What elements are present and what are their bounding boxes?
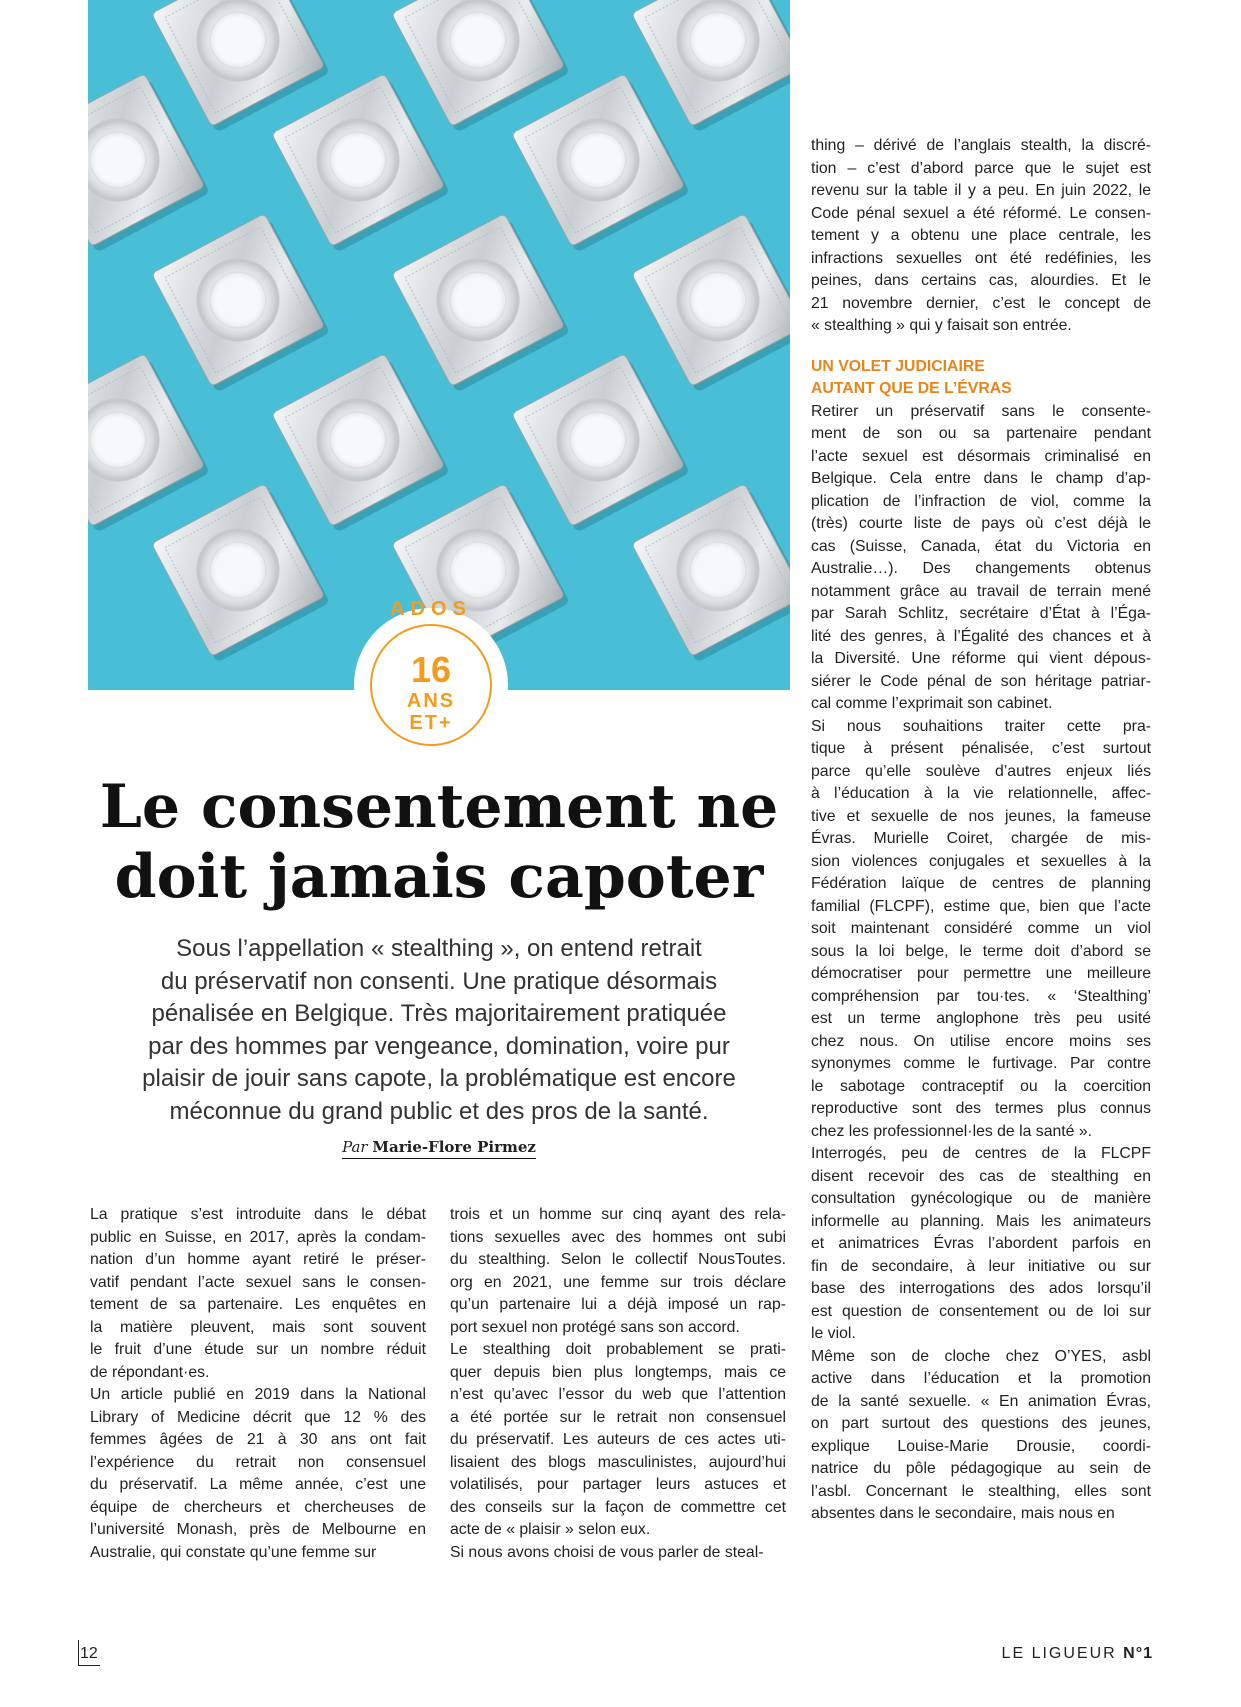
lede-line: du préservatif non consenti. Une pratique désormais <box>160 967 718 995</box>
body-text-line: Interrogés, peu de centres de la FLCPF <box>811 1145 1151 1162</box>
body-text-line: synonymes comme le furtivage. Par contre <box>811 1055 1151 1072</box>
body-text-line: et animatrices Évras l’abordent parfois en <box>811 1235 1151 1252</box>
body-text-line: Fédération laïque de centres de planning <box>811 875 1151 892</box>
lede-line: Sous l’appellation « stealthing », on entend retrait <box>176 935 702 962</box>
body-text-line: natrice du pôle pédagogique au sein de <box>811 1460 1151 1477</box>
body-text-line: chez les professionnel·les de la santé ». <box>811 1122 1092 1140</box>
body-text-line: a été portée sur le retrait non consensuel <box>450 1408 786 1426</box>
body-text-line: sion violences conjugales et sexuelles à la <box>811 852 1151 870</box>
body-text-line: Si nous avons choisi de vous parler de steal- <box>450 1543 764 1561</box>
body-text-line: (très) courte liste de pays où c’est déjà le <box>811 515 1151 532</box>
body-text-line: La pratique s’est introduite dans le débat <box>90 1206 426 1223</box>
body-text-line: Australie, qui constate qu’une femme sur <box>90 1543 377 1561</box>
body-text-line: thing – dérivé de l’anglais stealth, la discré- <box>811 137 1151 154</box>
section-subheading: AUTANT QUE DE L’ÉVRAS <box>811 380 1012 397</box>
page-number: 12 <box>78 1645 100 1666</box>
body-text-line: active dans l’éducation et la promotion <box>811 1370 1151 1387</box>
body-text-line: lisaient des blogs masculinistes, aujourd’hui <box>450 1453 786 1471</box>
body-text-line: « stealthing » qui y faisait son entrée. <box>811 317 1072 334</box>
body-text-line: tique à présent pénalisée, c’est surtout <box>811 740 1151 757</box>
body-text-line: à l’éducation à la vie relationnelle, affec- <box>811 785 1151 802</box>
body-text-line: la matière pleuvent, mais sont souvent <box>90 1318 426 1336</box>
body-text-line: absentes dans le secondaire, mais nous en <box>811 1505 1115 1522</box>
body-text-line: disent recevoir des cas de stealthing en <box>811 1167 1151 1185</box>
body-text-line: compréhension par tou·tes. « ‘Stealthing’ <box>811 987 1151 1005</box>
condom-wrapper-icon <box>151 0 330 134</box>
body-text-line: cal comme l’exprimait son cabinet. <box>811 695 1053 712</box>
byline-prefix: Par <box>342 1138 368 1156</box>
condom-wrapper-icon <box>631 213 790 394</box>
condom-wrapper-icon <box>511 73 690 254</box>
body-column-2 <box>450 1204 786 1564</box>
body-text-line: quer depuis bien plus longtemps, mais ce <box>450 1363 786 1381</box>
body-text-line: Library of Medicine décrit que 12 % des <box>90 1408 426 1426</box>
body-text-line: 21 novembre dernier, c’est le concept de <box>811 294 1151 312</box>
age-badge <box>354 598 508 762</box>
body-text-line: revenu sur la table il y a peu. En juin 2022, le <box>811 182 1151 199</box>
byline-author: Marie-Flore Pirmez <box>372 1138 536 1156</box>
body-text-line: sous la loi belge, le terme doit d’abord se <box>811 942 1151 960</box>
byline <box>88 1138 790 1159</box>
body-text-line: tement y a obtenu une place centrale, les <box>811 227 1151 244</box>
body-text-line: base des interrogations des ados lorsqu’il <box>811 1280 1151 1297</box>
condom-wrapper-icon <box>151 483 330 664</box>
body-text-line: nation d’un homme ayant retiré le préser- <box>90 1251 426 1268</box>
body-text-line: l’université Monash, près de Melbourne en <box>90 1521 426 1538</box>
age-badge-line2: ET+ <box>409 712 453 734</box>
body-text-line: siérer le Code pénal de son héritage patriar- <box>811 672 1151 690</box>
body-text-line: acte de « plaisir » selon eux. <box>450 1521 651 1538</box>
body-text-line: par Sarah Schlitz, secrétaire d’État à l’Éga- <box>811 605 1151 622</box>
condom-wrapper-icon <box>391 0 570 134</box>
body-text-line: du préservatif. Les auteurs de ces actes uti- <box>450 1431 786 1448</box>
condom-wrapper-icon <box>88 353 210 534</box>
condom-wrapper-icon <box>631 0 790 134</box>
article-title-line1: Le consentement ne <box>99 772 779 842</box>
body-text-line: tion – c’est d’abord parce que le sujet est <box>811 159 1151 177</box>
body-text-line: informelle au planning. Mais les animateurs <box>811 1212 1151 1230</box>
body-text-line: le sabotage contraceptif ou la coercition <box>811 1077 1151 1095</box>
condom-wrapper-icon <box>271 353 450 534</box>
condom-pattern-illustration <box>88 0 790 690</box>
body-text-line: chez nous. On utilise encore moins ses <box>811 1032 1151 1050</box>
body-text-line: l’asbl. Concernant le stealthing, elles sont <box>811 1482 1151 1500</box>
body-text-line: cas (Suisse, Canada, état du Victoria en <box>811 537 1151 555</box>
body-text-line: Belgique. Cela entre dans le champ d’ap- <box>811 470 1151 487</box>
lede-line: par des hommes par vengeance, domination, voire pur <box>148 1032 730 1060</box>
body-text-line: ment de son ou sa partenaire pendant <box>811 425 1151 442</box>
body-text-line: Retirer un préservatif sans le consente- <box>811 402 1151 420</box>
body-text-line: port sexuel non protégé sans son accord. <box>450 1318 740 1336</box>
condom-wrapper-icon <box>511 353 690 534</box>
age-badge-top: ADOS <box>390 598 472 620</box>
body-text-line: la Diversité. Une réforme qui vient dépous- <box>811 650 1151 667</box>
body-text-line: l’acte sexuel est désormais criminalisé en <box>811 447 1151 465</box>
body-column-3 <box>811 135 1151 1526</box>
condom-wrapper-icon <box>631 483 790 664</box>
condom-wrapper-icon <box>271 73 450 254</box>
body-text-line: est question de consentement ou de loi sur <box>811 1302 1151 1320</box>
body-text-line: parce qu’elle soulève d’autres enjeux liés <box>811 762 1151 780</box>
body-text-line: plication de l’infraction de viol, comme la <box>811 492 1151 510</box>
condom-wrapper-icon <box>88 73 210 254</box>
body-text-line: tive et sexuelle de nos jeunes, la fameuse <box>811 807 1151 825</box>
article-lede <box>88 933 790 1128</box>
magazine-title: LE LIGUEUR <box>1001 1645 1117 1662</box>
body-text-line: trois et un homme sur cinq ayant des rela- <box>450 1206 786 1223</box>
body-text-line: équipe de chercheurs et chercheuses de <box>90 1498 426 1516</box>
body-text-line: Même son de cloche chez O’YES, asbl <box>811 1347 1151 1365</box>
body-text-line: peines, dans certains cas, alourdies. Et le <box>811 272 1151 289</box>
body-text-line: familial (FLCPF), estime que, bien que l’acte <box>811 897 1151 915</box>
body-text-line: le viol. <box>811 1325 856 1342</box>
article-title-line2: doit jamais capoter <box>114 842 764 912</box>
article-title <box>88 772 790 912</box>
body-text-line: qu’un partenaire lui a déjà imposé un rap- <box>450 1296 786 1313</box>
body-text-line: vatif pendant l’acte sexuel sans le consen- <box>90 1273 426 1291</box>
body-text-line: Code pénal sexuel a été réformé. Le consen- <box>811 204 1151 222</box>
body-text-line: notamment grâce au travail de terrain mené <box>811 582 1151 600</box>
magazine-name <box>1002 1645 1153 1663</box>
section-subheading: UN VOLET JUDICIAIRE <box>811 357 985 375</box>
body-text-line: est un terme anglophone très peu usité <box>811 1010 1151 1027</box>
age-badge-number: 16 <box>410 649 452 690</box>
body-text-line: lité des genres, à l’Égalité des chances et à <box>811 627 1151 645</box>
body-text-line: on part surtout des questions des jeunes, <box>811 1415 1151 1432</box>
condom-wrapper-icon <box>151 213 330 394</box>
body-text-line: n’est qu’avec l’essor du web que l’attention <box>450 1386 786 1403</box>
body-column-1 <box>90 1204 426 1564</box>
body-text-line: tions sexuelles avec des hommes ont subi <box>450 1228 786 1246</box>
age-badge-suffix <box>354 690 508 734</box>
body-text-line: consultation gynécologique ou de manière <box>811 1190 1151 1207</box>
magazine-issue: N°1 <box>1123 1645 1153 1662</box>
body-text-line: du stealthing. Selon le collectif NousToutes. <box>450 1251 786 1268</box>
body-text-line: Le stealthing doit probablement se prati- <box>450 1341 786 1358</box>
hero-photo-condoms <box>88 0 790 690</box>
body-text-line: explique Louise-Marie Drousie, coordi- <box>811 1437 1151 1455</box>
body-text-line: du préservatif. La même année, c’est une <box>90 1476 426 1493</box>
body-text-line: infractions sexuelles ont été redéfinies, les <box>811 249 1151 267</box>
body-text-line: Si nous souhaitions traiter cette pra- <box>811 717 1151 735</box>
body-text-line: Évras. Murielle Coiret, chargée de mis- <box>811 830 1151 847</box>
lede-line: plaisir de jouir sans capote, la problématique est encore <box>142 1065 736 1092</box>
body-text-line: de répondant·es. <box>90 1363 210 1381</box>
age-badge-line1: ANS <box>406 690 456 712</box>
lede-line: méconnue du grand public et des pros de la santé. <box>169 1097 709 1125</box>
body-text-line: le fruit d’une étude sur un nombre réduit <box>90 1341 426 1358</box>
body-text-line: Un article publié en 2019 dans la National <box>90 1386 426 1403</box>
body-text-line: l’expérience du retrait non consensuel <box>90 1453 426 1471</box>
condom-wrapper-icon <box>391 213 570 394</box>
body-text-line: des conseils sur la façon de commettre cet <box>450 1498 786 1516</box>
body-text-line: démocratiser pour permettre une meilleure <box>811 965 1151 982</box>
body-text-line: reproductive sont des termes plus connus <box>811 1100 1151 1117</box>
body-text-line: volatilisés, pour partager leurs astuces et <box>450 1476 786 1493</box>
body-text-line: femmes âgées de 21 à 30 ans ont fait <box>90 1431 426 1448</box>
body-text-line: soit maintenant considéré comme un viol <box>811 920 1151 937</box>
body-text-line: org en 2021, une femme sur trois déclare <box>450 1273 786 1291</box>
body-text-line: Australie…). Des changements obtenus <box>811 560 1151 577</box>
lede-line: pénalisée en Belgique. Très majoritairement pratiquée <box>151 1000 727 1027</box>
body-text-line: public en Suisse, en 2017, après la condam- <box>90 1228 426 1246</box>
body-text-line: tement de sa partenaire. Les enquêtes en <box>90 1296 426 1313</box>
body-text-line: de la santé sexuelle. « En animation Évras, <box>811 1392 1151 1410</box>
body-text-line: fin de secondaire, à leur initiative ou sur <box>811 1257 1151 1275</box>
